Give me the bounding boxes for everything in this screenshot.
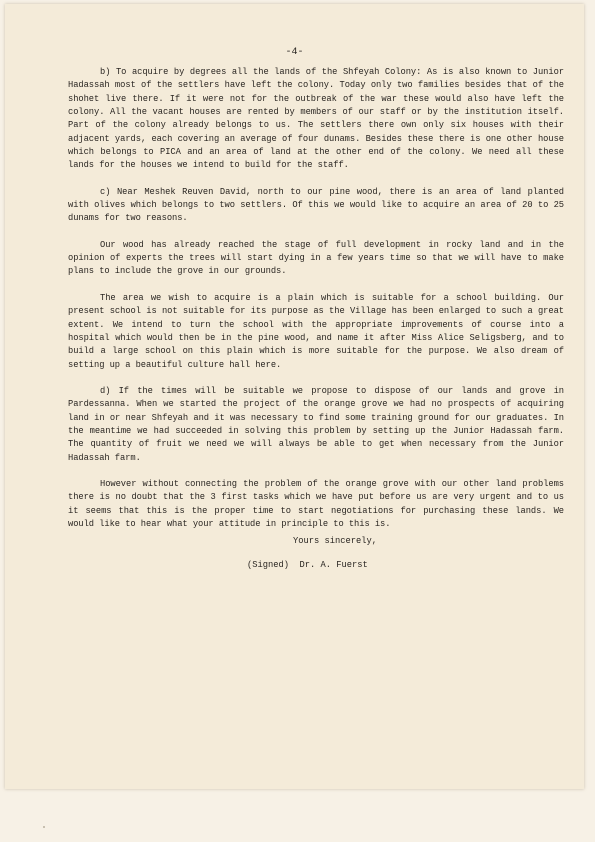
paragraph-c: c) Near Meshek Reuven David, north to our pine wood, there is an area of land planted with olives which belongs to two settlers. Of this we would like to acquire an area of 20 to 25 dunams for two reasons. [68, 186, 564, 224]
letter-body [68, 66, 564, 544]
letter-page [5, 4, 584, 789]
paragraph-school: The area we wish to acquire is a plain which is suitable for a school building. Our present school is not suitable for its purpose as the Village has been enlarged to such a great extent. We intend to turn the school with the appropriate improvements of course into a hospital which would then be in the pine wood, and name it after Miss Alice Seligsberg, and to build a large school on this plain which is more suitable for the purpose. We also dream of setting up a beautiful culture hall here. [68, 292, 564, 370]
paragraph-wood: Our wood has already reached the stage of full development in rocky land and in the opinion of experts the trees will start dying in a few years time so that we will have to make plans to include the grove in our grounds. [68, 239, 564, 277]
paragraph-conclusion: However without connecting the problem of the orange grove with our other land problems there is no doubt that the 3 first tasks which we have put before us are very urgent and to us it seems that this is the proper time to start negotiations for purchasing these lands. We would like to hear what your attitude in principle to this is. [68, 478, 564, 529]
paragraph-b: b) To acquire by degrees all the lands of the Shfeyah Colony: As is also known to Junior Hadassah most of the settlers have left the colony. Today only two families besides that of the shohet live there. If it were not for the outbreak of the war these would also have left the colony. All the vacant houses are rented by members of our staff or by the institution itself. Part of the colony already belongs to us. The settlers there own only six houses with their adjacent yards, each covering an average of four dunams. Besides these there is one other house which belongs to PICA and an area of land at the other end of the colony. We need all these lands for the houses we intend to build for the staff. [68, 67, 564, 171]
closing-salutation: Yours sincerely, [293, 536, 378, 546]
page-number: -4- [285, 47, 304, 58]
signature-line: (Signed) Dr. A. Fuerst [247, 560, 368, 570]
paper-speck [43, 826, 45, 828]
paragraph-d: d) If the times will be suitable we propose to dispose of our lands and grove in Pardessanna. When we started the project of the orange grove we had no prospects of acquiring land in or near Shfeyah and it was necessary to find some training ground for our graduates. In the meantime we had succeeded in solving this problem by setting up the Junior Hadassah farm. The quantity of fruit we need we will always be able to get when necessary from the Junior Hadassah farm. [68, 385, 564, 463]
